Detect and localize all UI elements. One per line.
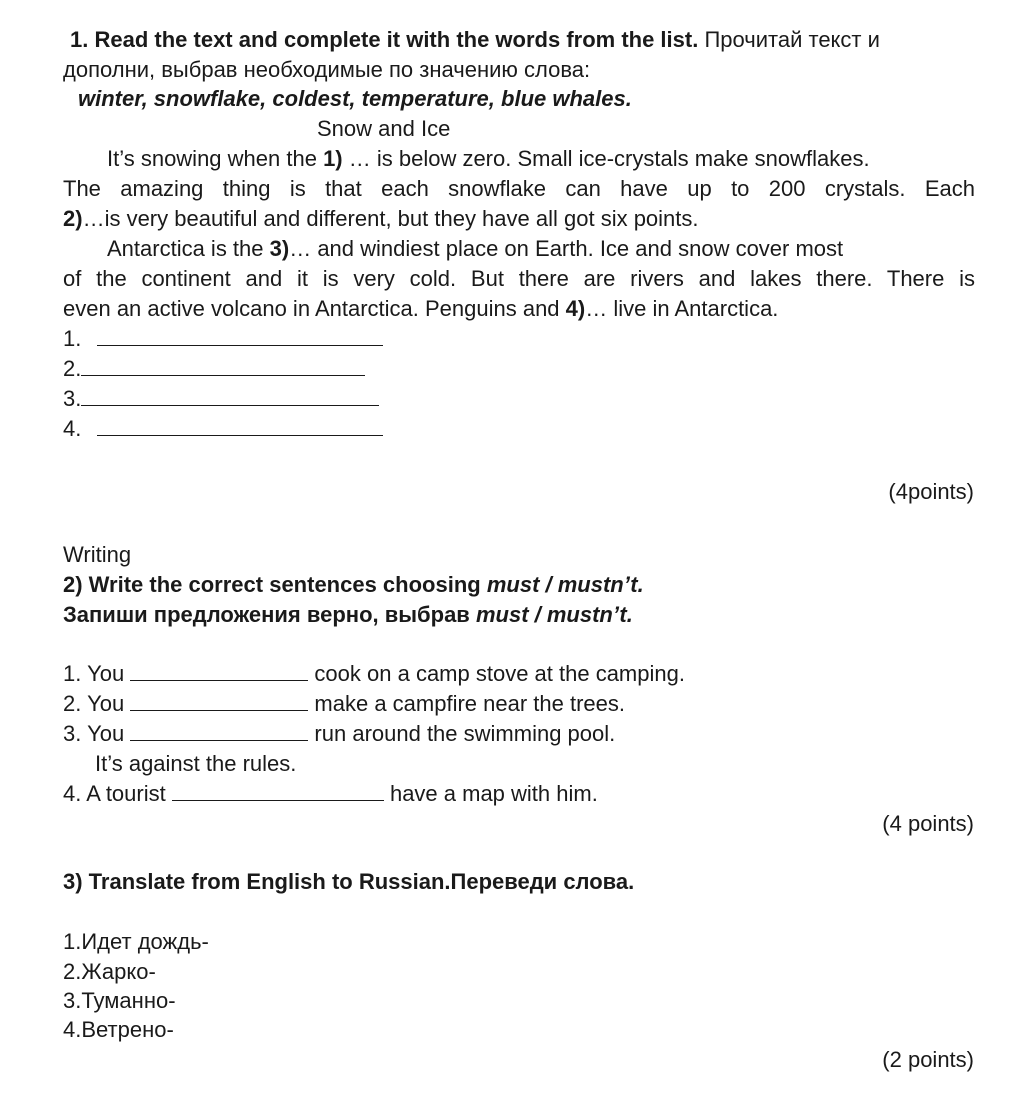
task1-number: 1. bbox=[70, 27, 89, 52]
task2-heading-ru bbox=[63, 600, 633, 630]
gap-number-3: 3) bbox=[269, 236, 290, 261]
task1-heading bbox=[70, 25, 880, 55]
sentence-3-continuation: It’s against the rules. bbox=[95, 751, 297, 776]
paragraph1-line3 bbox=[63, 204, 699, 234]
p2-text-d: … live in Antarctica. bbox=[585, 296, 779, 321]
task2-heading-ru-text: Запиши предложения верно, выбрав bbox=[63, 602, 476, 627]
text-title: Snow and Ice bbox=[317, 116, 451, 141]
task3-points: (2 points) bbox=[882, 1047, 974, 1072]
paragraph2-line3 bbox=[63, 294, 778, 324]
answer-line-4 bbox=[63, 414, 383, 444]
paragraph1-line2: The amazing thing is that each snowflake can have up to 200 crystals. Each bbox=[63, 176, 975, 201]
paragraph2-line1 bbox=[107, 234, 843, 264]
sentence-4-blank[interactable] bbox=[172, 780, 384, 801]
answer-blank-1[interactable] bbox=[97, 325, 383, 346]
p2-text-b: … and windiest place on Earth. Ice and snow cover most bbox=[289, 236, 844, 261]
sentence-3-start: 3. You bbox=[63, 721, 131, 746]
task3-heading: 3) Translate from English to Russian.Переведи слова. bbox=[63, 869, 635, 894]
p2-text-c: even an active volcano in Antarctica. Penguins and bbox=[63, 296, 566, 321]
answer-line-3 bbox=[63, 384, 379, 414]
answer-label-2: 2. bbox=[63, 356, 82, 381]
task2-heading-en: 2) Write the correct sentences choosing bbox=[63, 572, 487, 597]
answer-line-1 bbox=[63, 324, 383, 354]
p1-text-b: … is below zero. Small ice-crystals make snowflakes. bbox=[342, 146, 870, 171]
sentence-3 bbox=[63, 719, 615, 749]
sentence-1 bbox=[63, 659, 685, 689]
sentence-1-end: cook on a camp stove at the camping. bbox=[308, 661, 685, 686]
answer-blank-4[interactable] bbox=[97, 415, 383, 436]
p2-text-a: Antarctica is the bbox=[107, 236, 270, 261]
sentence-2-start: 2. You bbox=[63, 691, 131, 716]
translate-item-1: 1.Идет дождь- bbox=[63, 929, 209, 954]
task2-heading-modal: must / mustn’t. bbox=[486, 572, 644, 597]
task1-heading-ru-line2: дополни, выбрав необходимые по значению слова: bbox=[63, 57, 591, 82]
answer-blank-3[interactable] bbox=[81, 385, 379, 406]
task1-heading-en: Read the text and complete it with the words from the list. bbox=[94, 27, 699, 52]
sentence-3-blank[interactable] bbox=[130, 720, 308, 741]
task2-points: (4 points) bbox=[882, 811, 974, 836]
p1-text-a: It’s snowing when the bbox=[107, 146, 324, 171]
paragraph1-line1 bbox=[107, 144, 870, 174]
answer-label-3: 3. bbox=[63, 386, 82, 411]
sentence-4-start: 4. A tourist bbox=[63, 781, 172, 806]
sentence-1-start: 1. You bbox=[63, 661, 131, 686]
p1-text-c: …is very beautiful and different, but they have all got six points. bbox=[82, 206, 699, 231]
translate-item-2: 2.Жарко- bbox=[63, 959, 156, 984]
answer-line-2 bbox=[63, 354, 365, 384]
task2-heading bbox=[63, 570, 644, 600]
word-list: winter, snowflake, coldest, temperature, blue whales. bbox=[78, 86, 632, 111]
answer-label-4: 4. bbox=[63, 416, 82, 441]
task1-heading-ru: Прочитай текст и bbox=[704, 27, 880, 52]
sentence-4-end: have a map with him. bbox=[383, 781, 598, 806]
sentence-2 bbox=[63, 689, 625, 719]
answer-label-1: 1. bbox=[63, 326, 82, 351]
sentence-3-end: run around the swimming pool. bbox=[308, 721, 616, 746]
sentence-2-blank[interactable] bbox=[130, 690, 308, 711]
sentence-1-blank[interactable] bbox=[130, 660, 308, 681]
translate-item-3: 3.Туманно- bbox=[63, 988, 176, 1013]
gap-number-2: 2) bbox=[63, 206, 83, 231]
gap-number-4: 4) bbox=[565, 296, 586, 321]
writing-label: Writing bbox=[63, 542, 132, 567]
paragraph2-line2: of the continent and it is very cold. But there are rivers and lakes there. There is bbox=[63, 266, 975, 291]
answer-blank-2[interactable] bbox=[81, 355, 365, 376]
task1-points: (4points) bbox=[888, 479, 974, 504]
translate-item-4: 4.Ветрено- bbox=[63, 1017, 174, 1042]
sentence-2-end: make a campfire near the trees. bbox=[308, 691, 626, 716]
sentence-4 bbox=[63, 779, 598, 809]
gap-number-1: 1) bbox=[323, 146, 343, 171]
task2-heading-ru-modal: must / mustn’t. bbox=[475, 602, 633, 627]
